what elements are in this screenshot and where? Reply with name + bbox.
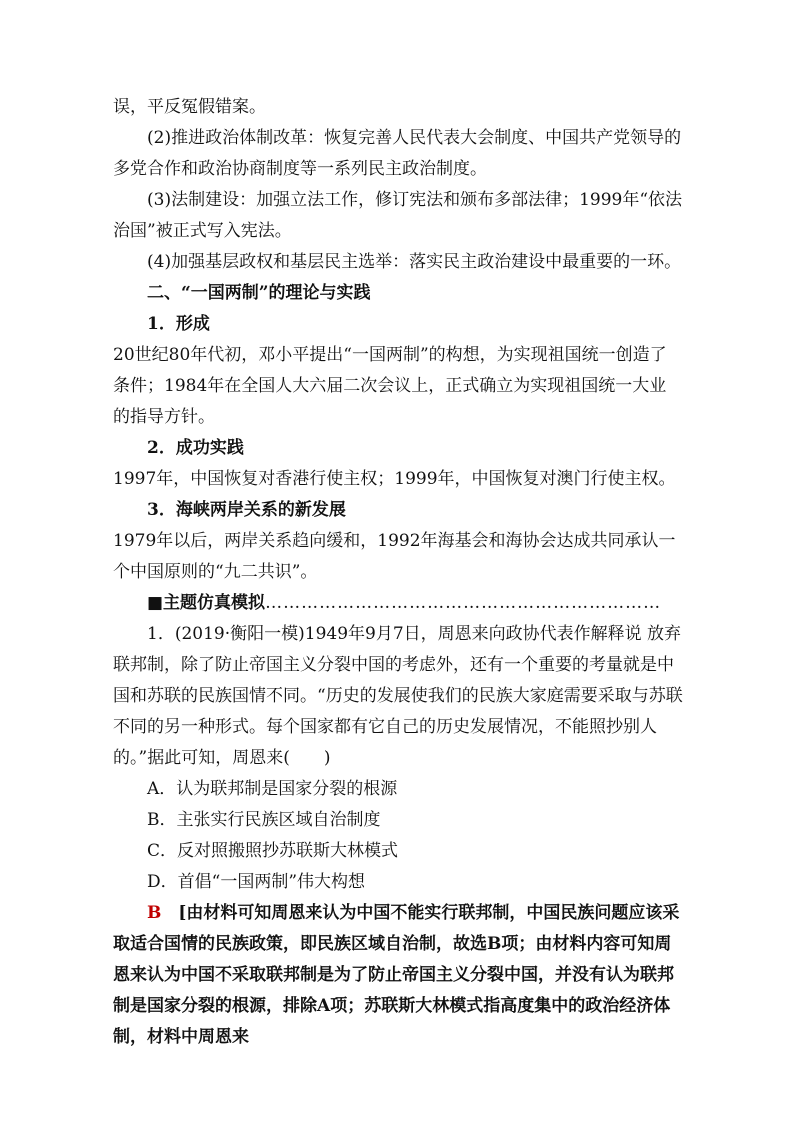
subsection-2-title: 2．成功实践: [147, 438, 244, 458]
subsection-1-title: 1．形成: [147, 314, 210, 334]
section1-item-4: (4)加强基层政权和基层民主选举：落实民主政治建设中最重要的一环。: [147, 252, 682, 272]
section1-item-3: (3)法制建设：加强立法工作，修订宪法和颁布多部法律；1999年“依法治国”被正式写入宪法。: [113, 190, 683, 241]
answer-text: [由材料可知周恩来认为中国不能实行联邦制，中国民族问题应该采取适合国情的民族政策，即民族区域自治制，故选B项；由材料内容可知周恩来认为中国不采取联邦制是为了防止帝国主义分裂中国，并没有认为联邦制是国家分裂的根源，排除A项；苏联斯大林模式指高度集中的政治经济体制，材料中周恩来: [113, 903, 680, 1047]
answer-explanation: [113, 898, 683, 1053]
section1-item-2: (2)推进政治体制改革：恢复完善人民代表大会制度、中国共产党领导的多党合作和政治协商制度等一系列民主政治制度。: [113, 128, 682, 179]
exercise-banner: [147, 588, 661, 619]
option-c: C．反对照搬照抄苏联斯大林模式: [147, 841, 399, 861]
option-b: B．主张实行民族区域自治制度: [147, 810, 381, 830]
banner-dots: …………………………………………………………: [265, 593, 662, 613]
subsection-1-text: 20世纪80年代初，邓小平提出“一国两制”的构想，为实现祖国统一创造了条件；1984年在全国人大六届二次会议上，正式确立为实现祖国统一大业的指导方针。: [113, 345, 667, 427]
option-a: A．认为联邦制是国家分裂的根源: [147, 779, 398, 799]
subsection-3-text: 1979年以后，两岸关系趋向缓和，1992年海基会和海协会达成共同承认一个中国原则的“九二共识”。: [113, 531, 676, 582]
question-stem: 1．(2019·衡阳一模)1949年9月7日，周恩来向政协代表作解释说 放弃联邦制，除了防止帝国主义分裂中国的考虑外，还有一个重要的考量就是中国和苏联的民族国情不同。“历史的发展使我们的民族大家庭需要采取与苏联不同的另一种形式。每个国家都有它自己的历史发展情况，不能照抄别人的。”据此可知，周恩来( ): [113, 624, 683, 768]
subsection-3-title: 3．海峡两岸关系的新发展: [147, 500, 346, 520]
subsection-2-text: 1997年，中国恢复对香港行使主权；1999年，中国恢复对澳门行使主权。: [113, 469, 676, 489]
banner-title: ■主题仿真模拟: [147, 593, 266, 613]
answer-letter: B: [147, 903, 162, 923]
section2-heading: 二、“一国两制”的理论与实践: [147, 283, 371, 303]
section1-continued-text: 误，平反冤假错案。: [113, 97, 266, 117]
option-d: D．首倡“一国两制”伟大构想: [147, 872, 366, 892]
